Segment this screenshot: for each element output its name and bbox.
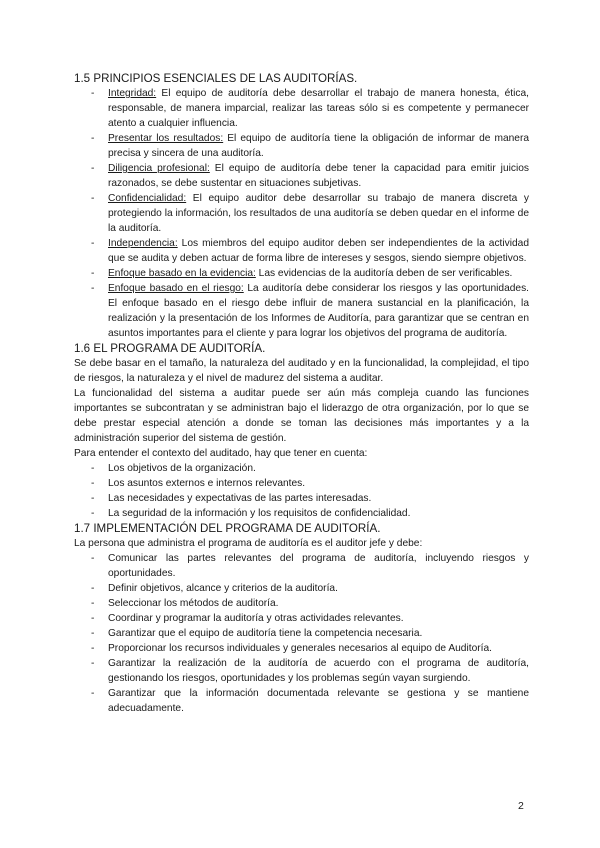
paragraph: La persona que administra el programa de auditoría es el auditor jefe y debe: [74,538,423,549]
principle-term: Independencia: [108,238,178,249]
list-item [108,191,529,236]
principle-term: Enfoque basado en el riesgo: [108,283,244,294]
list-item [108,86,529,131]
paragraph: La funcionalidad del sistema a auditar puede ser aún más compleja cuando las funciones importantes se subcontratan y se administran bajo el liderazgo de otra organización, por lo que se debe prestar especial atención a donde se toman las decisiones más importantes y a la administración superior del sistema de gestión. [74,388,529,444]
principle-term: Presentar los resultados: [108,133,224,144]
list-item: - Los objetivos de la organización. [108,461,529,476]
list-item: - Proporcionar los recursos individuales y generales necesarios al equipo de Auditoría. [108,641,529,656]
principle-text: El equipo de auditoría debe tener la capacidad para emitir juicios razonados, se debe sustentar en situaciones subjetivas. [108,163,529,189]
principle-term: Confidencialidad: [108,193,187,204]
list-item [108,266,529,281]
list-item [108,131,529,161]
paragraph: Para entender el contexto del auditado, hay que tener en cuenta: [74,448,368,459]
principle-term: Integridad: [108,88,157,99]
list-item: - Seleccionar los métodos de auditoría. [108,596,529,611]
list-item: - Las necesidades y expectativas de las partes interesadas. [108,491,529,506]
list-item: - Comunicar las partes relevantes del programa de auditoría, incluyendo riesgos y oportunidades. [108,551,529,581]
list-item [108,236,529,266]
page-number: 2 [518,800,524,812]
document-page [74,71,529,716]
list-item [108,281,529,341]
list-item: - Los asuntos externos e internos relevantes. [108,476,529,491]
list-item: - La seguridad de la información y los requisitos de confidencialidad. [108,506,529,521]
principle-text: La auditoría debe considerar los riesgos y las oportunidades. El enfoque basado en el riesgo debe influir de manera sustancial en la planificación, la realización y la presentación de los Informes de Auditoría, para garantizar que se centran en asuntos importantes para el cliente y para lograr los objetivos del programa de auditoría. [108,283,529,339]
principle-term: Enfoque basado en la evidencia: [108,268,256,279]
section-heading: 1.7 IMPLEMENTACIÓN DEL PROGRAMA DE AUDITORÍA. [74,522,381,535]
list-item: - Garantizar que el equipo de auditoría tiene la competencia necesaria. [108,626,529,641]
principle-text: El equipo de auditoría tiene la obligación de informar de manera precisa y sincera de una auditoría. [108,133,530,159]
context-list [74,461,529,521]
principle-text: El equipo auditor debe desarrollar su trabajo de manera discreta y protegiendo la información, los resultados de una auditoría se deben quedar en el informe de la auditoría. [108,193,529,234]
duties-list [74,551,529,716]
principle-text: Los miembros del equipo auditor deben ser independientes de la actividad que se audita y deben actuar de forma libre de intereses y sesgos, siendo siempre objetivos. [108,238,529,264]
list-item: - Definir objetivos, alcance y criterios de la auditoría. [108,581,529,596]
section-heading: 1.6 EL PROGRAMA DE AUDITORÍA. [74,342,266,355]
paragraph: Se debe basar en el tamaño, la naturaleza del auditado y en la funcionalidad, la complejidad, el tipo de riesgos, la naturaleza y el nivel de madurez del sistema a auditar. [74,358,529,384]
list-item: - Garantizar la realización de la auditoría de acuerdo con el programa de auditoría, gestionando los riesgos, oportunidades y los problemas según vayan surgiendo. [108,656,529,686]
list-item: - Coordinar y programar la auditoría y otras actividades relevantes. [108,611,529,626]
list-item [108,161,529,191]
principles-list [74,86,529,341]
principle-text: El equipo de auditoría debe desarrollar el trabajo de manera honesta, ética, responsable, de manera imparcial, realizar las tareas sólo si es competente y permanecer atento a cualquier influencia. [108,88,529,129]
list-item: - Garantizar que la información documentada relevante se gestiona y se mantiene adecuadamente. [108,686,529,716]
principle-term: Diligencia profesional: [108,163,210,174]
principle-text: Las evidencias de la auditoría deben de ser verificables. [255,268,513,279]
section-heading: 1.5 PRINCIPIOS ESENCIALES DE LAS AUDITORÍAS. [74,72,358,85]
